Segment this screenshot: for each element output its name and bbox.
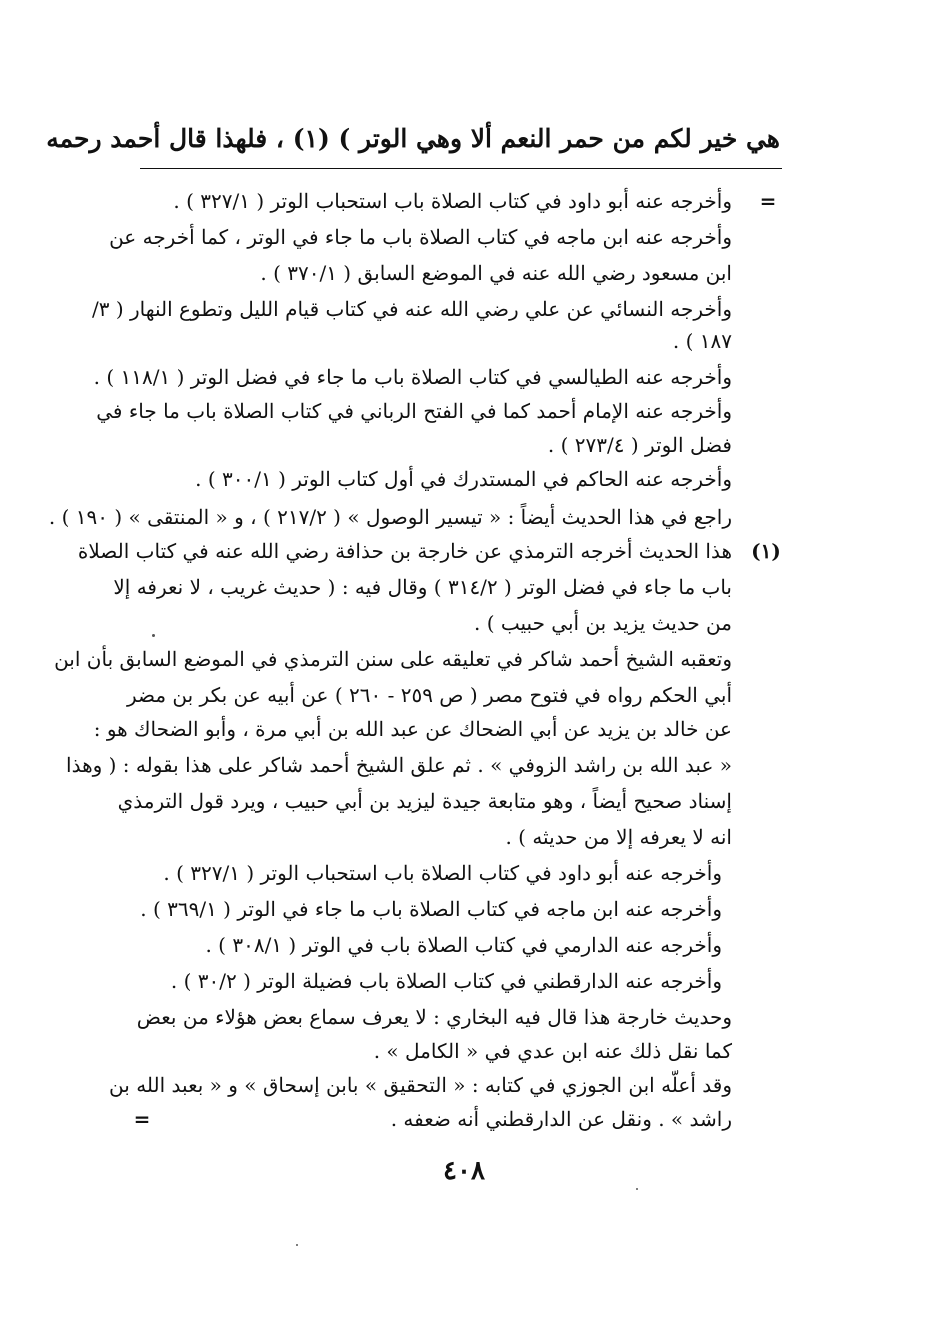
footnote-line: عن خالد بن يزيد عن أبي الضحاك عن عبد الله بن أبي مرة ، وأبو الضحاك هو :	[93, 717, 732, 741]
footnote-line: وحديث خارجة هذا قال فيه البخاري : لا يعرف سماع بعض هؤلاء من بعض	[136, 1005, 732, 1029]
footnote-line: = راشد » . ونقل عن الدارقطني أنه ضعفه .	[0, 1102, 928, 1136]
page-number: ٤٠٨	[443, 1156, 485, 1186]
footnote-line: وأخرجه عنه الحاكم في المستدرك في أول كتاب الوتر ( ٣٠٠/١ ) .	[195, 467, 732, 491]
scan-speck	[296, 1244, 298, 1246]
scan-speck	[636, 1188, 638, 1190]
footnote-line: كما نقل ذلك عنه ابن عدي في « الكامل » .	[373, 1039, 732, 1063]
end-marker: =	[133, 1107, 151, 1131]
footnote-line: وأخرجه عنه الإمام أحمد كما في الفتح الرباني في كتاب الصلاة باب ما جاء في	[96, 399, 732, 423]
footnote-line: وتعقبه الشيخ أحمد شاكر في تعليقه على سنن الترمذي في الموضع السابق بأن ابن	[54, 647, 732, 671]
footnote-line: باب ما جاء في فضل الوتر ( ٣١٤/٢ ) وقال فيه : ( حديث غريب ، لا نعرفه إلا	[113, 575, 732, 599]
footnote-line: وأخرجه عنه ابن ماجه في كتاب الصلاة باب ما جاء في الوتر ، كما أخرجه عن	[109, 225, 732, 249]
footnote-line: وأخرجه عنه الطيالسي في كتاب الصلاة باب ما جاء في فضل الوتر ( ١١٨/١ ) .	[93, 365, 732, 389]
footnote-line: وأخرجه النسائي عن علي رضي الله عنه في كتاب قيام الليل وتطوع النهار ( ٣/	[91, 297, 732, 321]
footnote-line: وأخرجه عنه الدارمي في كتاب الصلاة باب في الوتر ( ٣٠٨/١ ) .	[205, 933, 722, 957]
scan-speck	[152, 634, 155, 637]
footnote-line: راجع في هذا الحديث أيضاً : « تيسير الوصول » ( ٢١٧/٢ ) ، و « المنتقى » ( ١٩٠ ) .	[48, 505, 732, 529]
main-text-line	[46, 124, 780, 153]
footnote-line: « عبد الله بن راشد الزوفي » . ثم علق الشيخ أحمد شاكر على هذا بقوله : ( وهذا	[66, 753, 732, 777]
footnote-line: من حديث يزيد بن أبي حبيب ) .	[474, 611, 732, 635]
footnote-line: فضل الوتر ( ٢٧٣/٤ ) .	[547, 433, 732, 457]
footnote-line: أبي الحكم رواه في فتوح مصر ( ص ٢٥٩ - ٢٦٠ ) عن أبيه عن بكر بن مضر	[126, 683, 732, 707]
footnote-line: (١) هذا الحديث أخرجه الترمذي عن خارجة بن حذافة رضي الله عنه في كتاب الصلاة	[0, 534, 928, 568]
footnote-line: = وأخرجه عنه أبو داود في كتاب الصلاة باب استحباب الوتر ( ٣٢٧/١ ) .	[0, 184, 928, 218]
footnote-number: (١)	[751, 539, 781, 563]
footnote-line: انه لا يعرفه إلا من حديثه ) .	[505, 825, 732, 849]
main-text: هي خير لكم من حمر النعم ألا وهي الوتر ) (١) ، فلهذا قال أحمد رحمه	[46, 124, 780, 153]
footnote-line: ابن مسعود رضي الله عنه في الموضع السابق ( ٣٧٠/١ ) .	[260, 261, 732, 285]
footnote-line: وقد أعلّه ابن الجوزي في كتابه : « التحقيق » بابن إسحاق » و « بعبد الله بن	[109, 1073, 732, 1097]
footnote-line: ١٨٧ ) .	[672, 329, 732, 353]
footnote-line: وأخرجه عنه أبو داود في كتاب الصلاة باب استحباب الوتر ( ٣٢٧/١ ) .	[163, 861, 722, 885]
footnote-line: وأخرجه عنه الدارقطني في كتاب الصلاة باب فضيلة الوتر ( ٣٠/٢ ) .	[170, 969, 722, 993]
footnote-line: إسناد صحيح أيضاً ، وهو متابعة جيدة ليزيد بن أبي حبيب ، ويرد قول الترمذي	[117, 789, 732, 813]
continuation-marker: =	[759, 189, 777, 213]
footnote-line: وأخرجه عنه ابن ماجه في كتاب الصلاة باب ما جاء في الوتر ( ٣٦٩/١ ) .	[140, 897, 722, 921]
footnote-separator	[140, 168, 782, 169]
